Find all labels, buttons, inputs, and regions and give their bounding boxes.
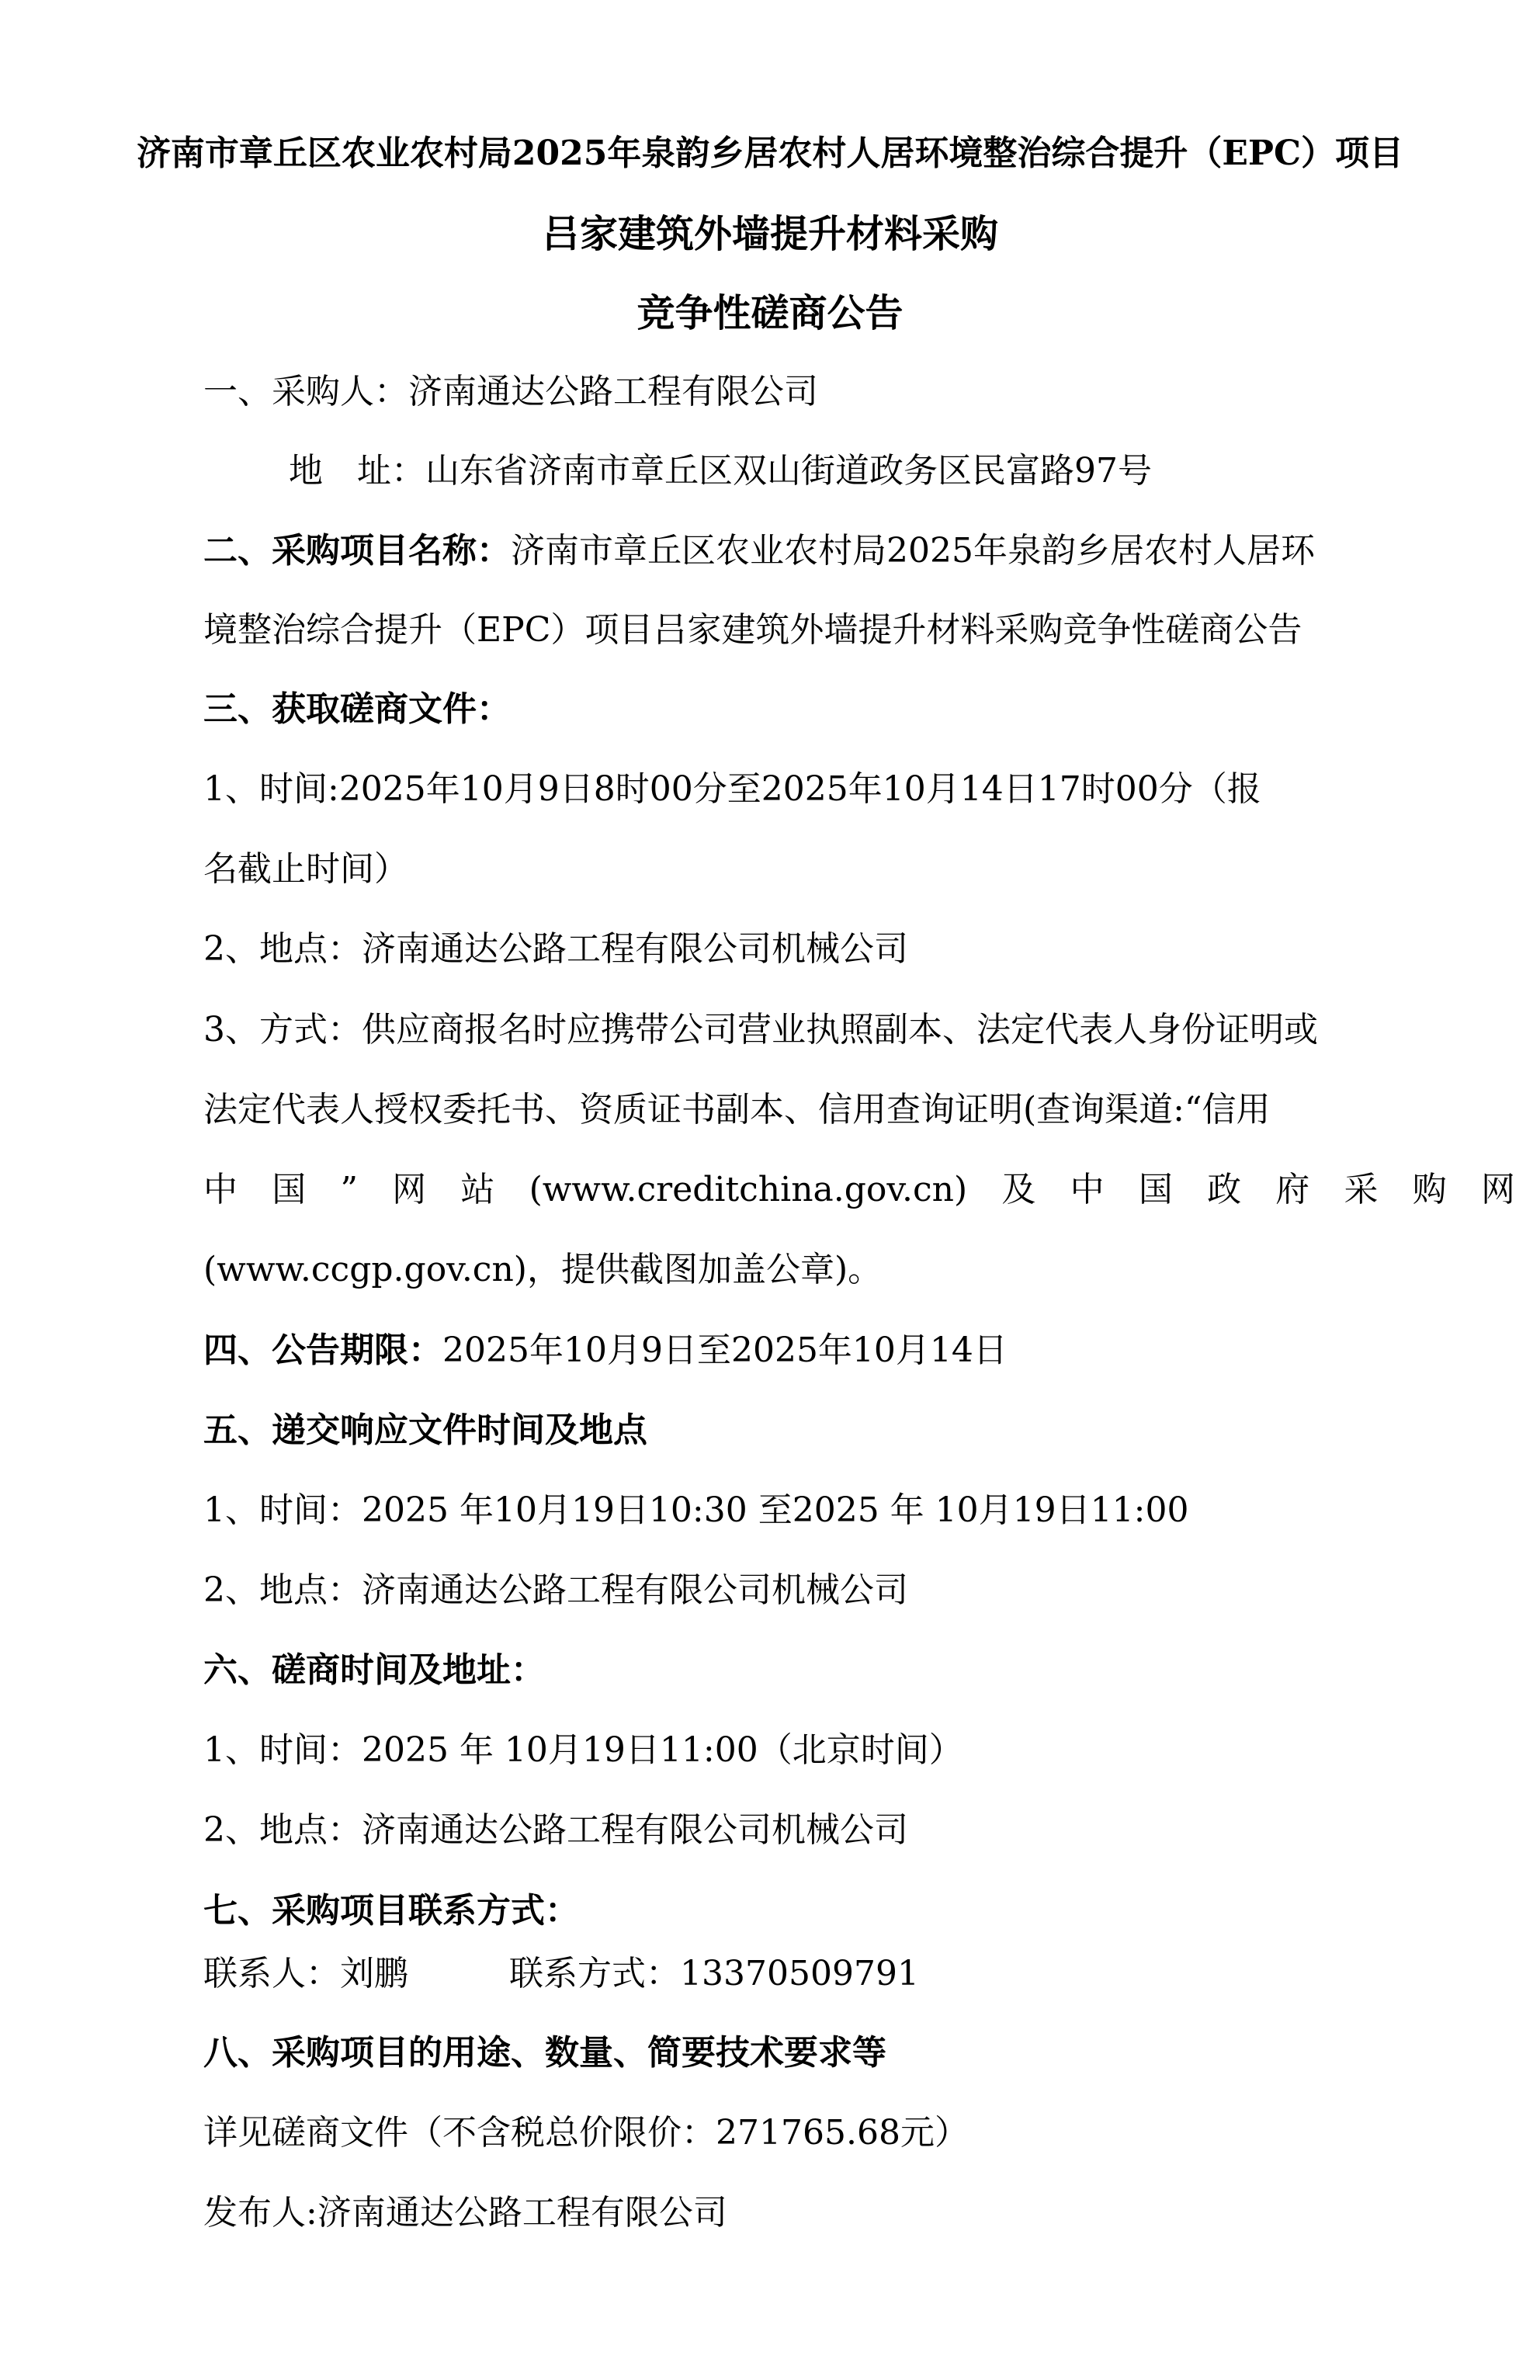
- obtain-method-line-3: [203, 1167, 1515, 1213]
- section-2-heading: 二、采购项目名称：: [203, 531, 511, 571]
- creditchina-url: (www.creditchina.gov.cn): [529, 1170, 968, 1209]
- section-2-project-name: [203, 528, 1315, 574]
- project-name-line-1: 济南市章丘区农业农村局2025年泉韵乡居农村人居环: [511, 531, 1315, 571]
- obtain-time-line-1: 1、时间:2025年10月9日8时00分至2025年10月14日17时00分（报: [203, 769, 1261, 809]
- section-1-heading: 一、采购人：: [203, 372, 408, 411]
- submit-location: 2、地点：济南通达公路工程有限公司机械公司: [203, 1570, 908, 1610]
- project-name-line-2: 境整治综合提升（EPC）项目吕家建筑外墙提升材料采购竞争性磋商公告: [203, 610, 1302, 650]
- section-1-purchaser: [203, 369, 818, 415]
- section-3-heading: 三、获取磋商文件：: [203, 689, 511, 729]
- section-7-heading: 七、采购项目联系方式：: [203, 1891, 579, 1931]
- purchaser-name: 济南通达公路工程有限公司: [408, 372, 818, 411]
- section-4-period: [203, 1327, 1008, 1374]
- publisher: 发布人:济南通达公路工程有限公司: [203, 2193, 727, 2233]
- word: 网: [1480, 1170, 1515, 1209]
- section-5-heading: 五、递交响应文件时间及地点: [203, 1410, 647, 1450]
- title-line-1: 济南市章丘区农业农村局2025年泉韵乡居农村人居环境整治综合提升（EPC）项目: [136, 134, 1404, 173]
- word: 国: [272, 1170, 307, 1209]
- contact-method: 联系方式：13370509791: [509, 1954, 919, 1993]
- word: 国: [1138, 1170, 1173, 1209]
- obtain-method-line-1: 3、方式：供应商报名时应携带公司营业执照副本、法定代表人身份证明或: [203, 1010, 1318, 1049]
- section-8-heading: 八、采购项目的用途、数量、简要技术要求等: [203, 2033, 886, 2073]
- word: 采: [1344, 1170, 1379, 1209]
- contact-line: [203, 1951, 919, 1997]
- section-6-heading: 六、磋商时间及地址：: [203, 1650, 545, 1690]
- word: ”: [340, 1170, 358, 1209]
- word: 中: [1070, 1170, 1105, 1209]
- consultation-time: 1、时间：2025 年 10月19日11:00（北京时间）: [203, 1730, 963, 1770]
- submit-time: 1、时间：2025 年10月19日10:30 至2025 年 10月19日11:00: [203, 1490, 1189, 1530]
- word: 府: [1275, 1170, 1310, 1209]
- announcement-period: 2025年10月9日至2025年10月14日: [442, 1331, 1008, 1370]
- obtain-method-line-4: (www.ccgp.gov.cn)，提供截图加盖公章)。: [203, 1250, 883, 1289]
- obtain-method-line-2: 法定代表人授权委托书、资质证书副本、信用查询证明(查询渠道:“信用: [203, 1090, 1271, 1129]
- obtain-location: 2、地点：济南通达公路工程有限公司机械公司: [203, 929, 908, 969]
- word: 政: [1207, 1170, 1242, 1209]
- price-limit-detail: 详见磋商文件（不含税总价限价：271765.68元）: [203, 2113, 969, 2153]
- word: 站: [460, 1170, 495, 1209]
- word: 网: [392, 1170, 427, 1209]
- section-4-heading: 四、公告期限：: [203, 1331, 442, 1370]
- contact-person: 联系人：刘鹏: [203, 1954, 408, 1993]
- obtain-time-line-2: 名截止时间）: [203, 849, 408, 889]
- consultation-location: 2、地点：济南通达公路工程有限公司机械公司: [203, 1810, 908, 1850]
- word: 购: [1412, 1170, 1447, 1209]
- word: 中: [203, 1170, 238, 1209]
- purchaser-address: 地 址：山东省济南市章丘区双山街道政务区民富路97号: [289, 451, 1152, 491]
- title-line-2: 吕家建筑外墙提升材料采购: [541, 211, 998, 256]
- word: 及: [1001, 1170, 1036, 1209]
- title-line-3: 竞争性磋商公告: [636, 290, 904, 335]
